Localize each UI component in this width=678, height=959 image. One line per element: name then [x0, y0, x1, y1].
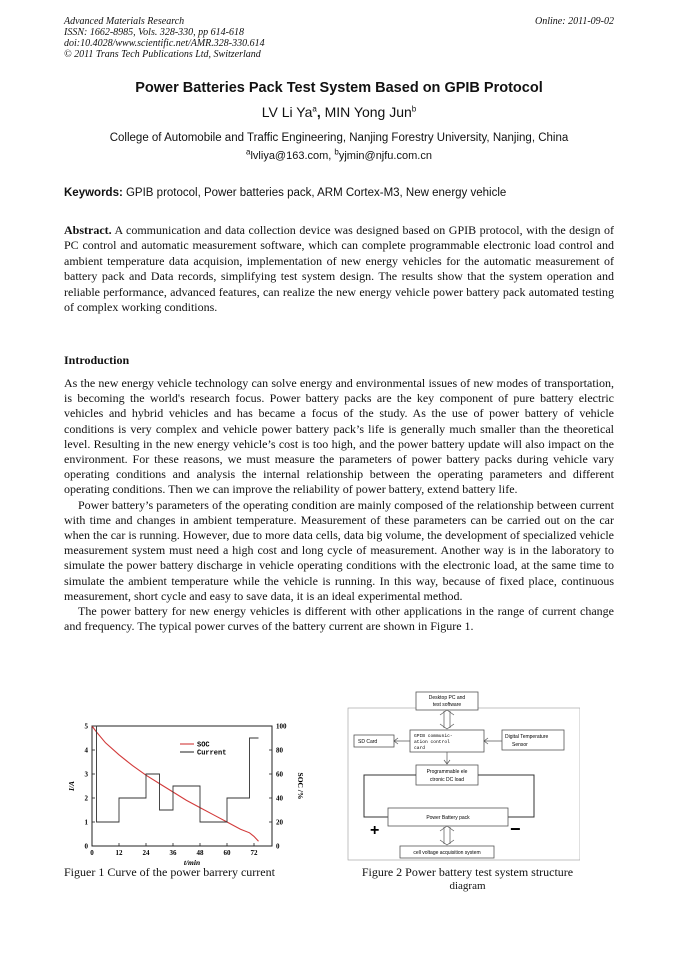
intro-paragraph-2: Power battery’s parameters of the operating condition are mainly composed of the relationship between current with time and changes in ambient temperature. Measurement of these parameters can be carried out on the car when the car is running. However, due to more data cells, data big volume, the development of specialized vehicle measurement system must need a high cost and long cycle of measurement. Another way is in the laboratory to simulate the power battery discharge in vehicle operating conditions with the electronic load, at the same time to simulate the ambient temperature while the vehicle is running. In this way, because of fixed place, continuous measurement, short cycle and easy to save data, it is an ideal experimental method.	[64, 497, 614, 603]
gpib-box-label: GPIB communic-	[414, 734, 453, 739]
pc-box-label-2: test software	[432, 702, 462, 708]
plus-sign: +	[370, 822, 380, 839]
y-tick-label: 5	[84, 722, 88, 731]
author-1: LV Li Ya	[261, 104, 313, 120]
sd-card-label: SD Card	[358, 739, 378, 745]
online-date: Online: 2011-09-02	[535, 16, 614, 27]
y-tick-label: 2	[84, 794, 88, 803]
journal-name: Advanced Materials Research	[64, 16, 185, 27]
figure-2-caption	[345, 865, 590, 893]
y2-tick-label: 0	[276, 842, 280, 851]
y2-tick-label: 40	[276, 794, 283, 803]
abstract	[64, 223, 614, 315]
email-a-sup: a	[246, 147, 251, 157]
copyright-line: © 2011 Trans Tech Publications Ltd, Switzerland	[64, 49, 261, 60]
email-b-sup: b	[334, 147, 339, 157]
paper-title: Power Batteries Pack Test System Based on GPIB Protocol	[135, 80, 543, 96]
abstract-text: A communication and data collection device was designed based on GPIB protocol, with the design of PC control and automatic measurement software, which can complete programmable electronic load control and ambient temperature data acquision, implementation of new energy vehicles for the automatic measurement of battery pack and Data records, simplifying test system design. The results show that the system operation and reliable performance, advanced features, can realize the new energy vehicle power battery pack automated testing of complex working conditions.	[64, 223, 614, 315]
journal-header	[64, 16, 265, 60]
legend-label-soc: SOC	[197, 741, 210, 750]
x-axis-label: t/min	[183, 858, 201, 867]
section-heading-introduction: Introduction	[64, 353, 130, 367]
keywords-text: GPIB protocol, Power batteries pack, ARM Cortex-M3, New energy vehicle	[122, 187, 507, 199]
pc-box-label: Desktop PC and	[428, 695, 466, 701]
arrow-temp-gpib	[484, 738, 502, 744]
author-2-sup: b	[411, 104, 417, 114]
minus-sign: −	[510, 819, 521, 839]
x-tick-label: 24	[142, 849, 150, 857]
y-axis-label: I/A	[67, 780, 76, 792]
figure-2-caption-line-2: diagram	[449, 880, 486, 892]
author-line	[0, 104, 678, 120]
doi-line: doi:10.4028/www.scientific.net/AMR.328-330.614	[64, 38, 265, 49]
x-tick-label: 72	[250, 849, 258, 857]
issn-line: ISSN: 1662-8985, Vols. 328-330, pp 614-618	[64, 27, 244, 38]
y2-tick-label: 20	[276, 818, 283, 827]
gpib-box-label-2: ation control	[414, 740, 450, 745]
y-tick-label: 3	[84, 770, 88, 779]
x-tick-label: 0	[90, 849, 94, 857]
arrow-pack-cell	[440, 826, 454, 845]
y2-tick-label: 100	[276, 722, 287, 731]
battery-pack-label: Power Battery pack	[426, 815, 470, 821]
cell-voltage-label: cell voltage acquisition system	[413, 850, 481, 856]
figure-2-diagram	[340, 690, 580, 865]
y2-tick-label: 60	[276, 770, 283, 779]
keywords	[64, 187, 624, 199]
y2-axis-label: SOC /%	[296, 772, 305, 800]
legend-label-current: Current	[197, 749, 227, 758]
temp-sensor-label-2: Sensor	[512, 742, 528, 748]
y-tick-label: 4	[84, 746, 88, 755]
y-tick-label: 0	[84, 842, 88, 851]
gpib-box-label-3: card	[414, 746, 426, 751]
y-tick-label: 1	[84, 818, 88, 827]
keywords-label: Keywords:	[64, 187, 123, 199]
affiliation: College of Automobile and Traffic Engineering, Nanjing Forestry University, Nanjing, China	[109, 132, 569, 144]
figure-1-caption: Figuer 1 Curve of the power barrery current	[64, 865, 275, 879]
x-tick-label: 60	[223, 849, 231, 857]
introduction-body	[64, 376, 614, 634]
author-sep: ,	[316, 104, 321, 120]
email-a: lvliya@163.com,	[250, 150, 335, 162]
arrow-gpib-load	[444, 752, 450, 764]
figure-1-chart	[62, 720, 312, 870]
figure-2-caption-line-1: Figure 2 Power battery test system structure	[361, 865, 574, 879]
x-tick-label: 12	[115, 849, 123, 857]
email-b: yjmin@njfu.com.cn	[338, 150, 432, 162]
arrow-gpib-sd	[394, 738, 410, 744]
x-tick-label: 48	[196, 849, 204, 857]
dc-load-label: Programmable ele	[426, 769, 468, 775]
temp-sensor-label: Digital Temperature	[505, 734, 549, 740]
dc-load-label-2: ctronic DC load	[429, 777, 465, 783]
author-2: MIN Yong Jun	[320, 104, 412, 120]
abstract-label: Abstract.	[64, 223, 112, 237]
x-tick-label: 36	[169, 849, 177, 857]
arrow-pc-gpib	[440, 710, 454, 729]
intro-paragraph-1: As the new energy vehicle technology can solve energy and environmental issues of new modes of transportation, is becoming the world's research focus. Power battery packs are the key component of pure battery electric vehicles and hybrid vehicles and has became a focus of the study. As the use of power battery of vehicle conditions is very complex and vehicle power battery pack’s life is generally much smaller than the theoretical level. Resulting in the new energy vehicle’s cost is too high, and the power battery update will also impact on the environment. For these reasons, we must measure the parameters of power battery packs during vehicle vary operating conditions and analysis the internal relationship between the operating parameters and different operating conditions. Then we can improve the reliability of power battery, extend battery life.	[64, 376, 614, 497]
y2-tick-label: 80	[276, 746, 283, 755]
author-1-sup: a	[312, 104, 317, 114]
email-line	[0, 147, 678, 162]
intro-paragraph-3: The power battery for new energy vehicles is different with other applications in the range of current change and frequency. The typical power curves of the battery current are shown in Figure 1.	[64, 604, 614, 634]
